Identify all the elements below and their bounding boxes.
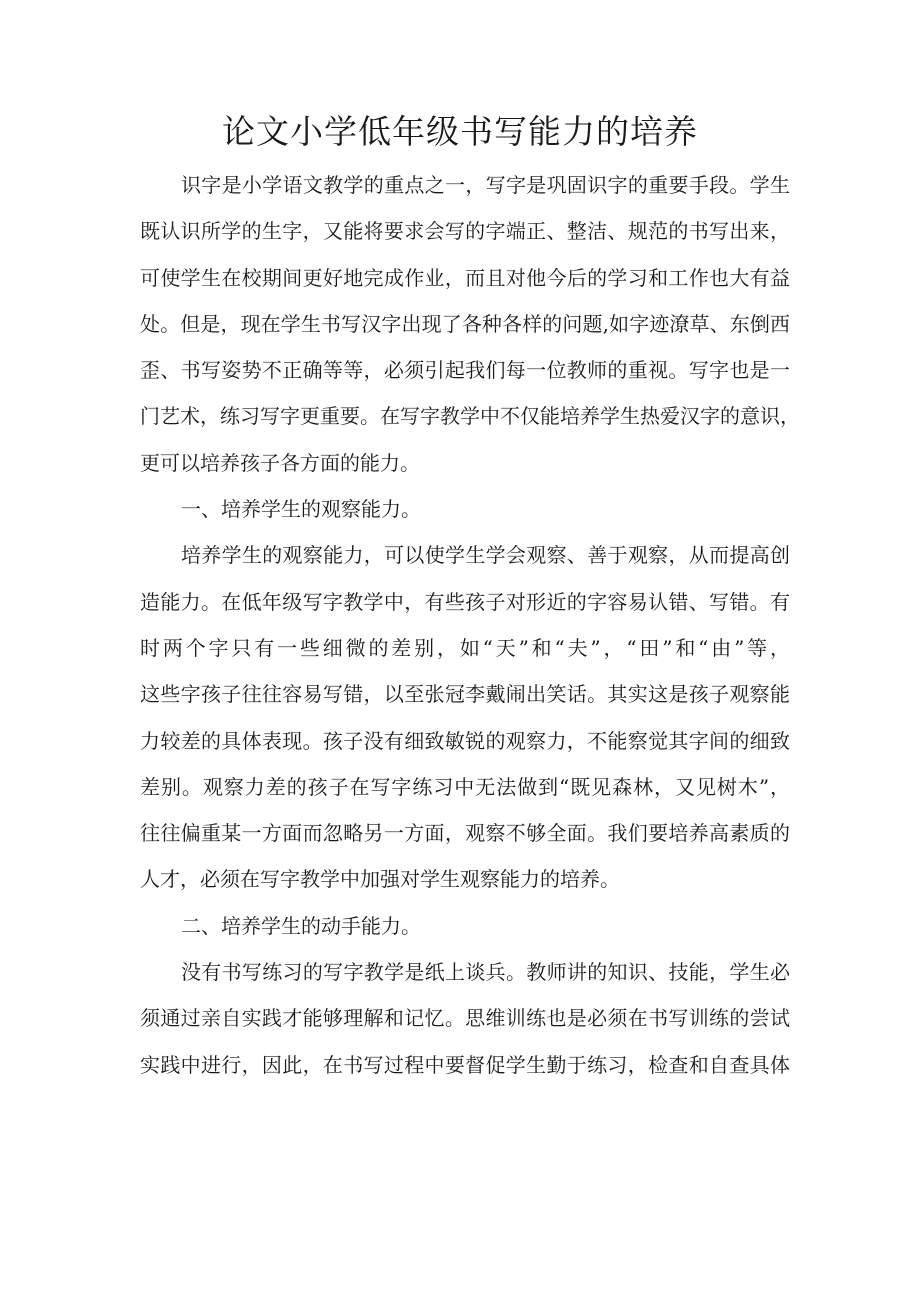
text-line: 可使学生在校期间更好地完成作业，而且对他今后的学习和工作也大有益 — [140, 265, 790, 290]
text-line: 处。但是，现在学生书写汉字出现了各种各样的问题,如字迹潦草、东倒西 — [140, 311, 790, 336]
text-line: 培养学生的观察能力，可以使学生学会观察、善于观察，从而提高创 — [181, 543, 790, 568]
text-line: 这些字孩子往往容易写错，以至张冠李戴闹出笑话。其实这是孩子观察能 — [140, 682, 790, 707]
text-line: 识字是小学语文教学的重点之一，写字是巩固识字的重要手段。学生 — [181, 173, 790, 197]
text-line: 造能力。在低年级写字教学中，有些孩子对形近的字容易认错、写错。有 — [140, 589, 790, 614]
text-line: 门艺术，练习写字更重要。在写字教学中不仅能培养学生热爱汉字的意识， — [140, 404, 800, 429]
text-line: 二、培养学生的动手能力。 — [181, 913, 421, 938]
text-line: 实践中进行，因此，在书写过程中要督促学生勤于练习，检查和自查具体 — [140, 1052, 790, 1077]
document-body — [140, 162, 800, 1088]
text-line: 差别。观察力差的孩子在写字练习中无法做到“既见森林，又见树木”， — [140, 774, 790, 799]
text-line: 人才，必须在写字教学中加强对学生观察能力的培养。 — [140, 867, 620, 892]
text-line: 更可以培养孩子各方面的能力。 — [140, 450, 420, 475]
page-title: 论文小学低年级书写能力的培养 — [222, 112, 698, 151]
text-line: 往往偏重某一方面而忽略另一方面，观察不够全面。我们要培养高素质的 — [140, 821, 790, 846]
text-line: 歪、书写姿势不正确等等，必须引起我们每一位教师的重视。写字也是一 — [140, 358, 790, 383]
text-line: 没有书写练习的写字教学是纸上谈兵。教师讲的知识、技能，学生必 — [181, 960, 790, 985]
text-line: 时两个字只有一些细微的差别，如“天”和“夫”，“田”和“由”等， — [140, 635, 790, 660]
text-line: 须通过亲自实践才能够理解和记忆。思维训练也是必须在书写训练的尝试 — [140, 1006, 790, 1031]
text-line: 力较差的具体表现。孩子没有细致敏锐的观察力，不能察觉其字间的细致 — [140, 728, 790, 753]
text-line: 既认识所学的生字，又能将要求会写的字端正、整洁、规范的书写出来， — [140, 219, 790, 244]
text-line: 一、培养学生的观察能力。 — [181, 497, 421, 522]
